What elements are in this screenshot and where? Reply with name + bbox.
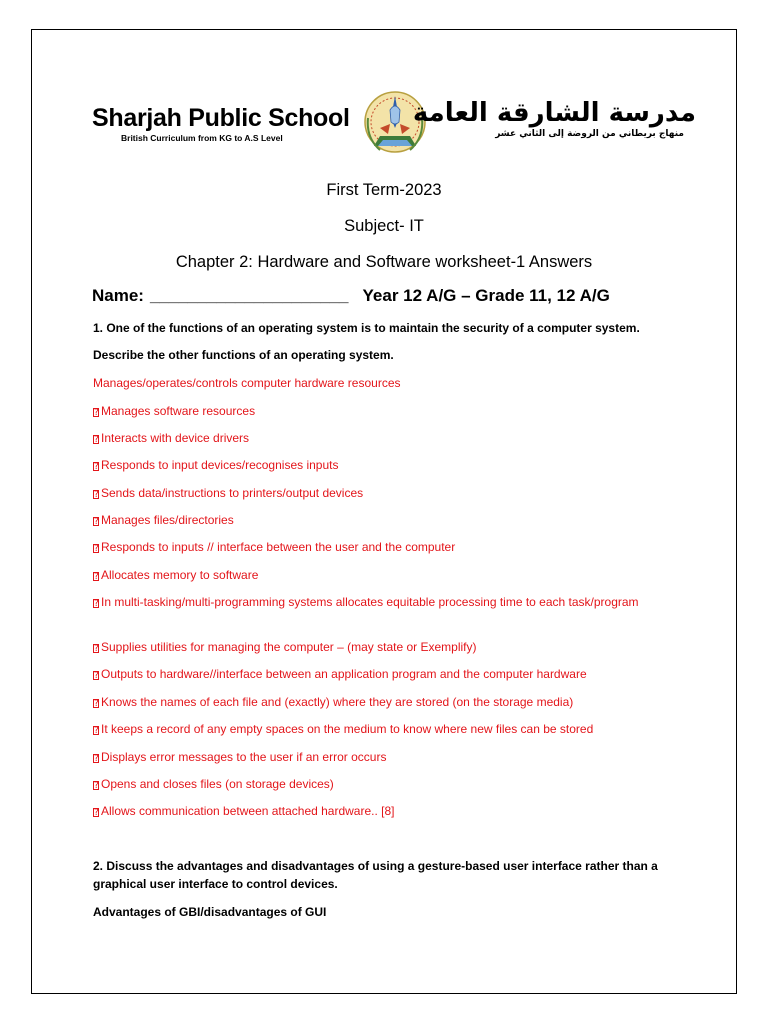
answer-text: Allows communication between attached hardware.. [8] — [101, 804, 395, 818]
school-tagline-arabic: منهاج بريطاني من الروضة إلى الثاني عشر — [495, 129, 684, 139]
answer-item — [93, 665, 587, 683]
answer-text: It keeps a record of any empty spaces on the medium to know where new files can be stored — [101, 722, 594, 736]
bullet-glyph-icon: ? — [94, 435, 99, 445]
answer-item — [93, 538, 455, 556]
answer-text: Responds to inputs // interface between the user and the computer — [101, 540, 456, 554]
question-2-text: 2. Discuss the advantages and disadvantages of using a gesture-based user interface rather than a graphical user interface to control devices. — [93, 859, 658, 891]
school-tagline-english: British Curriculum from KG to A.S Level — [121, 133, 283, 143]
bullet-glyph-icon: ? — [94, 490, 99, 500]
answer-text: Opens and closes files (on storage devices) — [101, 777, 334, 791]
answer-item — [93, 511, 234, 529]
subject-title: Subject- IT — [344, 217, 424, 235]
answer-item — [93, 402, 255, 420]
chapter-title: Chapter 2: Hardware and Software worksheet-1 Answers — [175, 253, 593, 271]
bullet-glyph-icon: ? — [94, 544, 99, 554]
question-1-instruction: Describe the other functions of an operating system. — [93, 348, 394, 362]
bullet-glyph-icon: ? — [94, 754, 99, 764]
bullet-glyph-icon: ? — [94, 671, 99, 681]
answer-text: Interacts with device drivers — [101, 431, 250, 445]
answer-item — [93, 638, 477, 656]
answer-text: Manages files/directories — [101, 513, 234, 527]
answer-item — [93, 566, 258, 584]
answer-text: Supplies utilities for managing the computer – (may state or Exemplify) — [101, 640, 477, 654]
answer-item — [93, 429, 249, 447]
answer-item — [93, 802, 395, 820]
answer-item — [93, 593, 653, 611]
answer-first: Manages/operates/controls computer hardware resources — [93, 376, 401, 390]
school-name-english: Sharjah Public School — [92, 104, 350, 132]
answer-text: Outputs to hardware//interface between an application program and the computer hardware — [101, 667, 587, 681]
bullet-glyph-icon: ? — [94, 644, 99, 654]
school-header — [92, 88, 696, 160]
school-name-english-block — [92, 104, 350, 144]
bullet-glyph-icon: ? — [94, 781, 99, 791]
year-grade-label: Year 12 A/G – Grade 11, 12 A/G — [362, 286, 610, 305]
bullet-glyph-icon: ? — [94, 572, 99, 582]
answer-text: Responds to input devices/recognises inputs — [101, 458, 339, 472]
answer-text: Allocates memory to software — [101, 568, 259, 582]
bullet-glyph-icon: ? — [94, 599, 99, 609]
answer-text: In multi-tasking/multi-programming systems allocates equitable processing time to each task/program — [101, 595, 639, 609]
name-blank: _____________________ — [149, 286, 349, 305]
bullet-glyph-icon: ? — [94, 408, 99, 418]
bullet-glyph-icon: ? — [94, 726, 99, 736]
answer-text: Manages software resources — [101, 404, 256, 418]
answer-text: Knows the names of each file and (exactly) where they are stored (on the storage media) — [101, 695, 574, 709]
answer-text: Displays error messages to the user if an error occurs — [101, 750, 387, 764]
question-1-text: 1. One of the functions of an operating system is to maintain the security of a computer system. — [93, 321, 640, 335]
bullet-glyph-icon: ? — [94, 808, 99, 818]
answer-item — [93, 775, 334, 793]
term-title: First Term-2023 — [326, 181, 442, 199]
question-2-subheading: Advantages of GBI/disadvantages of GUI — [93, 905, 327, 919]
answer-item — [93, 484, 363, 502]
name-label: Name: — [92, 286, 144, 305]
school-name-arabic-block — [413, 98, 696, 141]
bullet-glyph-icon: ? — [94, 699, 99, 709]
school-name-arabic: مدرسة الشارقة العامة — [412, 98, 696, 128]
bullet-glyph-icon: ? — [94, 517, 99, 527]
bullet-glyph-icon: ? — [94, 462, 99, 472]
answer-item — [93, 720, 593, 738]
answer-item — [93, 748, 386, 766]
answer-text: Sends data/instructions to printers/output devices — [101, 486, 364, 500]
answer-item — [93, 693, 573, 711]
answer-item — [93, 456, 338, 474]
name-year-line — [92, 286, 610, 306]
